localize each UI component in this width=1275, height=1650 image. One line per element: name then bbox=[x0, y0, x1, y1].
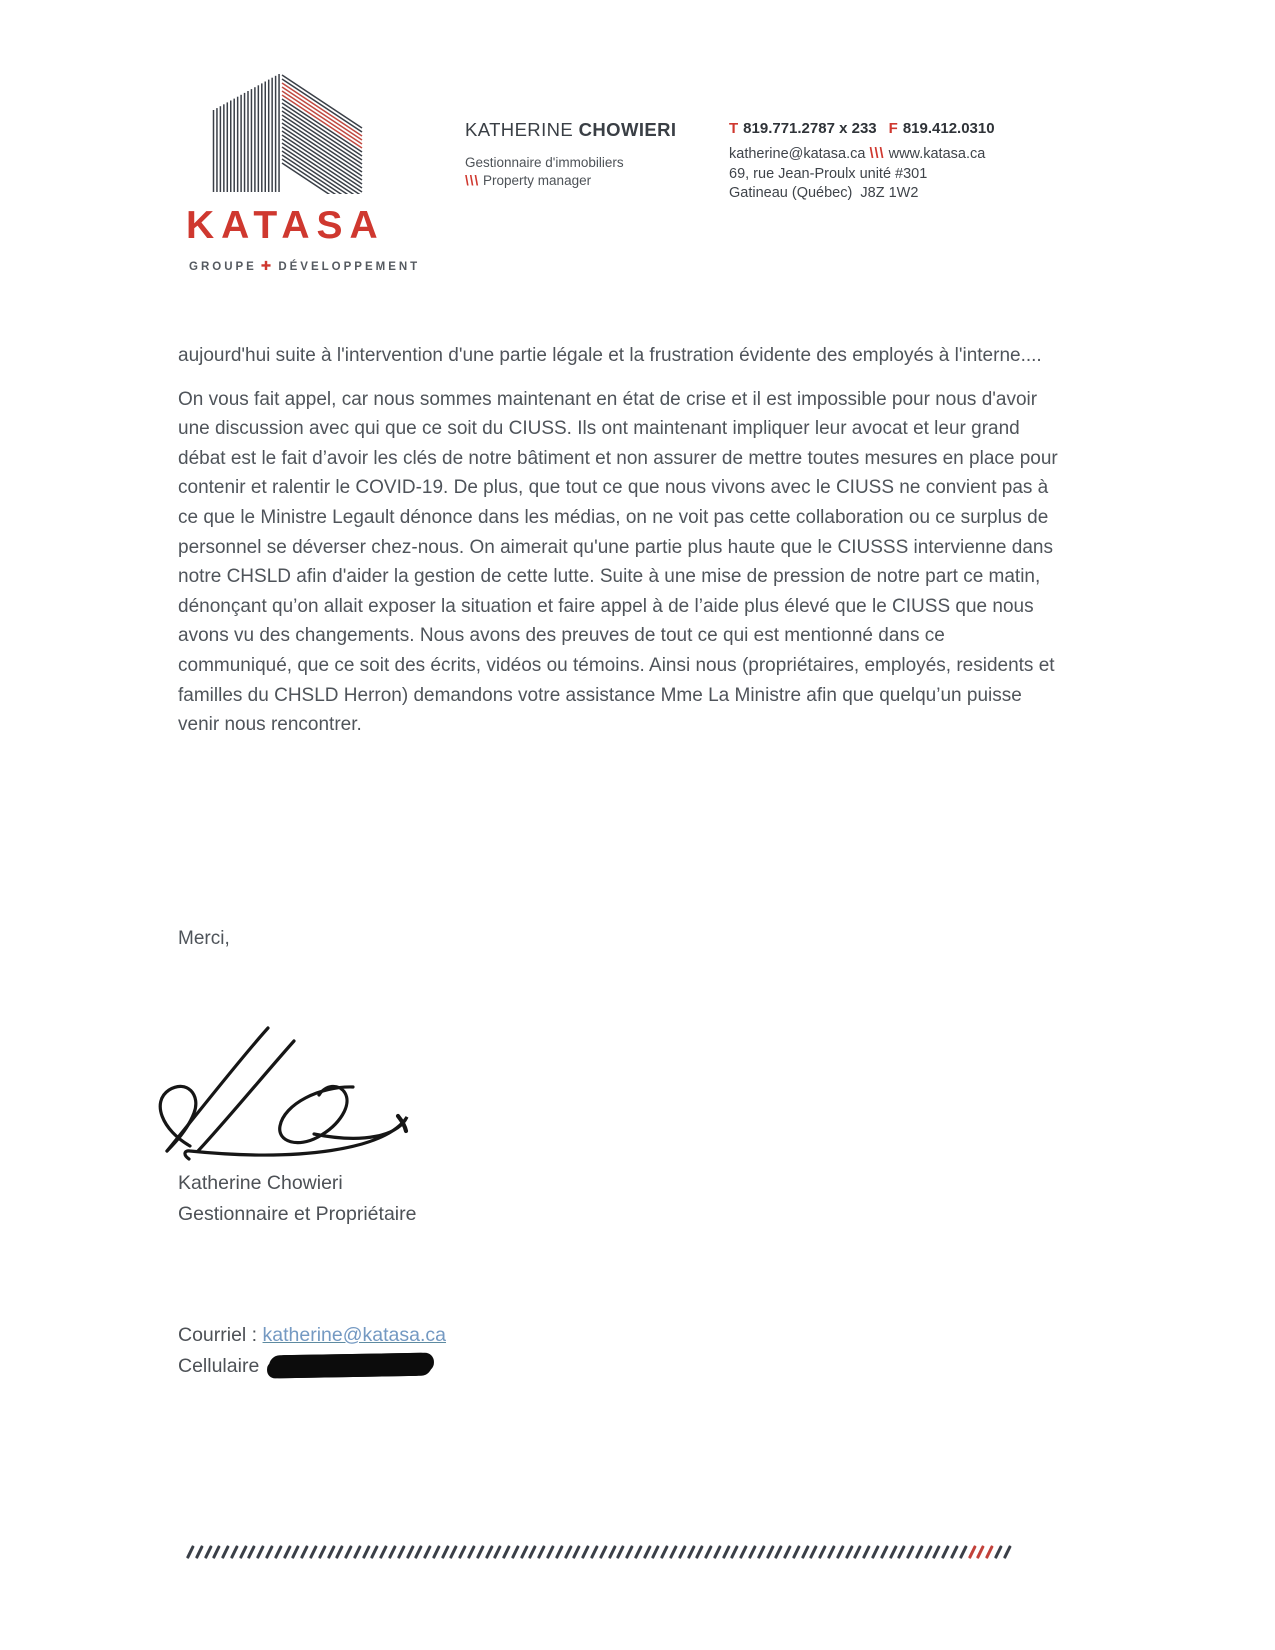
tel-number: 819.771.2787 x 233 bbox=[743, 120, 877, 137]
handwritten-signature bbox=[148, 1002, 418, 1164]
person-name bbox=[465, 119, 676, 141]
address-line-1: 69, rue Jean-Proulx unité #301 bbox=[729, 165, 928, 182]
footer-slash-pattern bbox=[189, 1545, 1014, 1559]
person-title-fr: Gestionnaire d'immobiliers bbox=[465, 155, 624, 170]
signature-block bbox=[178, 1168, 416, 1230]
phone-fax-line bbox=[729, 120, 995, 137]
email-website-line bbox=[729, 145, 995, 165]
email-link[interactable]: katherine@katasa.ca bbox=[262, 1324, 447, 1346]
logo-tagline bbox=[189, 258, 420, 273]
letter-body bbox=[178, 341, 1058, 754]
fax-number: 819.412.0310 bbox=[902, 120, 995, 137]
plus-icon: ✚ bbox=[260, 259, 275, 273]
paragraph-2: On vous fait appel, car nous sommes maintenant en état de crise et il est impossible pour nous d'avoir une discussion avec qui que ce soit du CIUSS. Ils ont maintenant impliquer leur avocat et leur grand débat est le fait d’avoir les clés de notre bâtiment et non assurer de mettre toutes mesures en place pour contenir et ralentir le COVID-19. De plus, que tout ce que nous vivons avec le CIUSS ne convient pas à ce que le Ministre Legault dénonce dans les médias, on ne voit pas cette collaboration ou ce surplus de personnel se déverser chez-nous. On aimerait qu'une partie plus haute que le CIUSSS intervienne dans notre CHSLD afin d'aider la gestion de cette lutte. Suite à une mise de pression de notre part ce matin, dénonçant qu’on allait exposer la situation et faire appel à de l’aide plus élevé que le CIUSS que nous avons vu des changements. Nous avons des preuves de tout ce qui est mentionné dans ce communiqué, que ce soit des écrits, vidéos ou témoins. Ainsi nous (propriétaires, employés, residents et familles du CHSLD Herron) demandons votre assistance Mme La Ministre afin que quelqu’un puisse venir nous rencontrer. bbox=[178, 388, 1058, 736]
letterhead-email: katherine@katasa.ca bbox=[729, 146, 866, 162]
closing-word: Merci, bbox=[178, 928, 230, 949]
email-label: Courriel : bbox=[178, 1324, 258, 1346]
letterhead-website: www.katasa.ca bbox=[888, 146, 986, 162]
logo-wordmark: KATASA bbox=[186, 204, 385, 247]
cell-label: Cellulaire bbox=[178, 1354, 260, 1377]
person-title-en: \\\ Property manager bbox=[465, 173, 592, 188]
tagline-developpement: DÉVELOPPEMENT bbox=[278, 261, 421, 273]
signer-contact-lines bbox=[178, 1320, 446, 1381]
tel-label: T bbox=[729, 120, 739, 137]
signer-title: Gestionnaire et Propriétaire bbox=[178, 1203, 417, 1225]
redacted-phone-number bbox=[269, 1352, 432, 1378]
signer-name: Katherine Chowieri bbox=[178, 1172, 343, 1194]
letterhead-contact-block bbox=[729, 120, 995, 204]
letterhead-person-block bbox=[465, 119, 676, 190]
person-first-name: KATHERINE bbox=[465, 119, 574, 140]
triple-slash-icon: \\\ bbox=[465, 173, 480, 188]
fax-label: F bbox=[888, 120, 898, 137]
paragraph-1: aujourd'hui suite à l'intervention d'une partie légale et la frustration évidente des employés à l'interne.... bbox=[178, 345, 1042, 366]
tagline-groupe: GROUPE bbox=[189, 261, 257, 273]
courriel-line bbox=[178, 1320, 446, 1351]
logo-house-icon bbox=[212, 74, 364, 194]
address-line-2: Gatineau (Québec) J8Z 1W2 bbox=[729, 185, 919, 201]
triple-slash-icon: \\\ bbox=[869, 146, 885, 162]
person-last-name: CHOWIERI bbox=[578, 119, 677, 140]
cellulaire-line bbox=[178, 1351, 446, 1382]
